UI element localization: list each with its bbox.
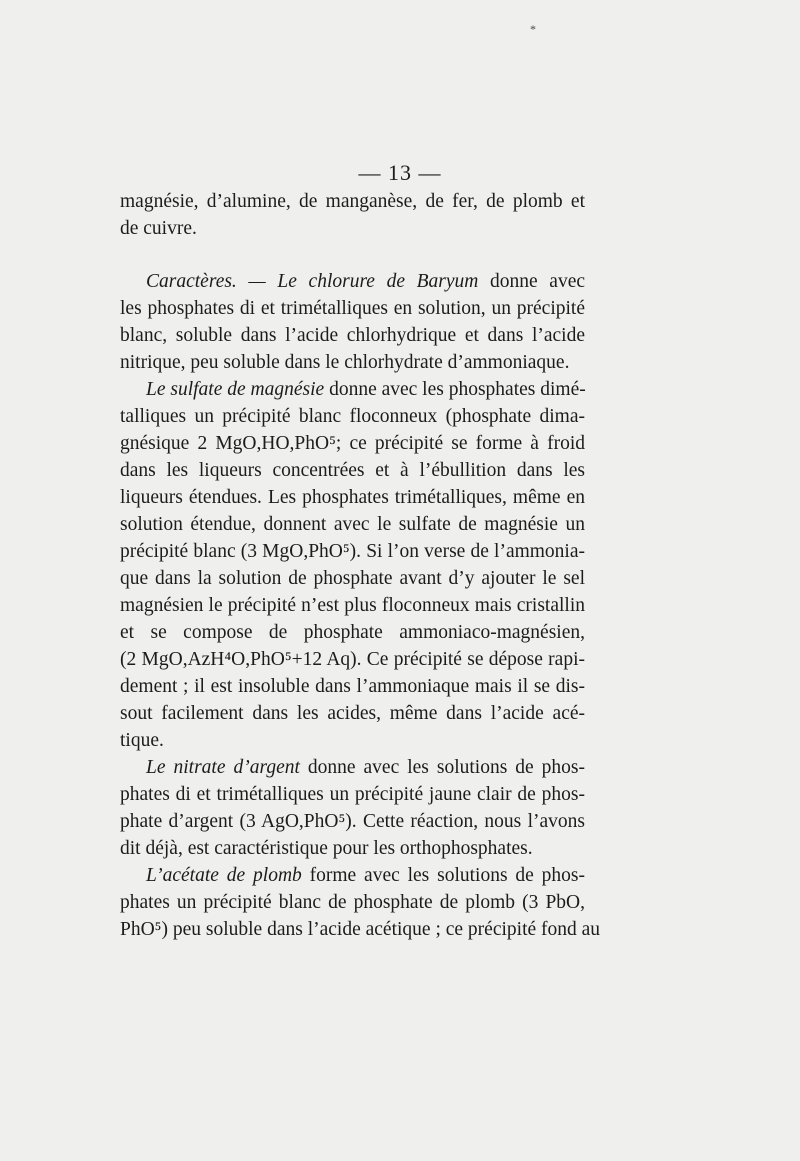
- text-line: [120, 673, 585, 700]
- text-run: magnésie, d’alumine, de manganèse, de fer, de plomb et: [120, 191, 585, 212]
- text-line: [120, 835, 585, 862]
- text-run: et se compose de phosphate ammoniaco-magnésien,: [120, 622, 585, 643]
- italic-run: Le nitrate d’argent: [146, 757, 300, 778]
- corner-mark: *: [530, 22, 536, 36]
- text-line: [120, 808, 585, 835]
- paragraph-gap: [120, 242, 585, 268]
- text-run: blanc, soluble dans l’acide chlorhydrique et dans l’acide: [120, 325, 585, 346]
- text-run: tique.: [120, 730, 164, 751]
- text-run: sout facilement dans les acides, même dans l’acide acé-: [120, 703, 585, 724]
- text-run: donne avec les solutions de phos-: [299, 757, 585, 778]
- text-line: [120, 538, 585, 565]
- text-run: les phosphates di et trimétalliques en solution, un précipité: [120, 298, 585, 319]
- text-line: [120, 565, 585, 592]
- text-line: [120, 619, 585, 646]
- text-line: [120, 700, 585, 727]
- page-number: — 13 —: [358, 160, 442, 185]
- text-line: [120, 215, 585, 242]
- text-run: PhO⁵) peu soluble dans l’acide acétique ; ce précipité fond au: [120, 919, 601, 940]
- text-line: [120, 295, 585, 322]
- italic-run: Le sulfate de magnésie: [146, 379, 325, 400]
- text-line: [120, 511, 585, 538]
- text-run: magnésien le précipité n’est plus floconneux mais cristallin: [120, 595, 585, 616]
- text-run: dans les liqueurs concentrées et à l’ébullition dans les: [120, 460, 585, 481]
- text-run: forme avec les solutions de phos-: [301, 865, 585, 886]
- text-line: [120, 376, 585, 403]
- text-run: phates un précipité blanc de phosphate de plomb (3 PbO,: [120, 892, 585, 913]
- text-line: [120, 727, 585, 754]
- text-line: [120, 188, 585, 215]
- text-line: [120, 457, 585, 484]
- text-line: [120, 403, 585, 430]
- text-line: [120, 592, 585, 619]
- text-run: liqueurs étendues. Les phosphates trimétalliques, même en: [120, 487, 585, 508]
- text-line: [120, 889, 585, 916]
- text-run: talliques un précipité blanc floconneux (phosphate dima-: [120, 406, 585, 427]
- text-line: [120, 430, 585, 457]
- text-line: [120, 484, 585, 511]
- text-run: phate d’argent (3 AgO,PhO⁵). Cette réaction, nous l’avons: [120, 811, 585, 832]
- text-run: que dans la solution de phosphate avant d’y ajouter le sel: [120, 568, 585, 589]
- text-line: [120, 781, 585, 808]
- text-run: dit déjà, est caractéristique pour les orthophosphates.: [120, 838, 533, 859]
- text-run: phates di et trimétalliques un précipité jaune clair de phos-: [120, 784, 585, 805]
- text-run: donne avec: [478, 271, 586, 292]
- text-line: [120, 322, 585, 349]
- text-line: [120, 754, 585, 781]
- text-run: (2 MgO,AzH⁴O,PhO⁵+12 Aq). Ce précipité se dépose rapi-: [120, 649, 585, 670]
- text-run: solution étendue, donnent avec le sulfate de magnésie un: [120, 514, 585, 535]
- text-run: nitrique, peu soluble dans le chlorhydrate d’ammoniaque.: [120, 352, 570, 373]
- body-text: [120, 188, 601, 943]
- italic-run: L’acétate de plomb: [146, 865, 302, 886]
- text-line: [120, 916, 601, 943]
- text-line: [120, 862, 585, 889]
- text-line: [120, 349, 585, 376]
- italic-run: Caractères. — Le chlorure de Baryum: [146, 271, 479, 292]
- text-run: de cuivre.: [120, 218, 197, 239]
- text-run: donne avec les phosphates dimé-: [324, 379, 586, 400]
- text-run: précipité blanc (3 MgO,PhO⁵). Si l’on verse de l’ammonia-: [120, 541, 585, 562]
- text-run: gnésique 2 MgO,HO,PhO⁵; ce précipité se forme à froid: [120, 433, 585, 454]
- text-run: dement ; il est insoluble dans l’ammoniaque mais il se dis-: [120, 676, 585, 697]
- text-line: [120, 268, 585, 295]
- text-line: [120, 646, 585, 673]
